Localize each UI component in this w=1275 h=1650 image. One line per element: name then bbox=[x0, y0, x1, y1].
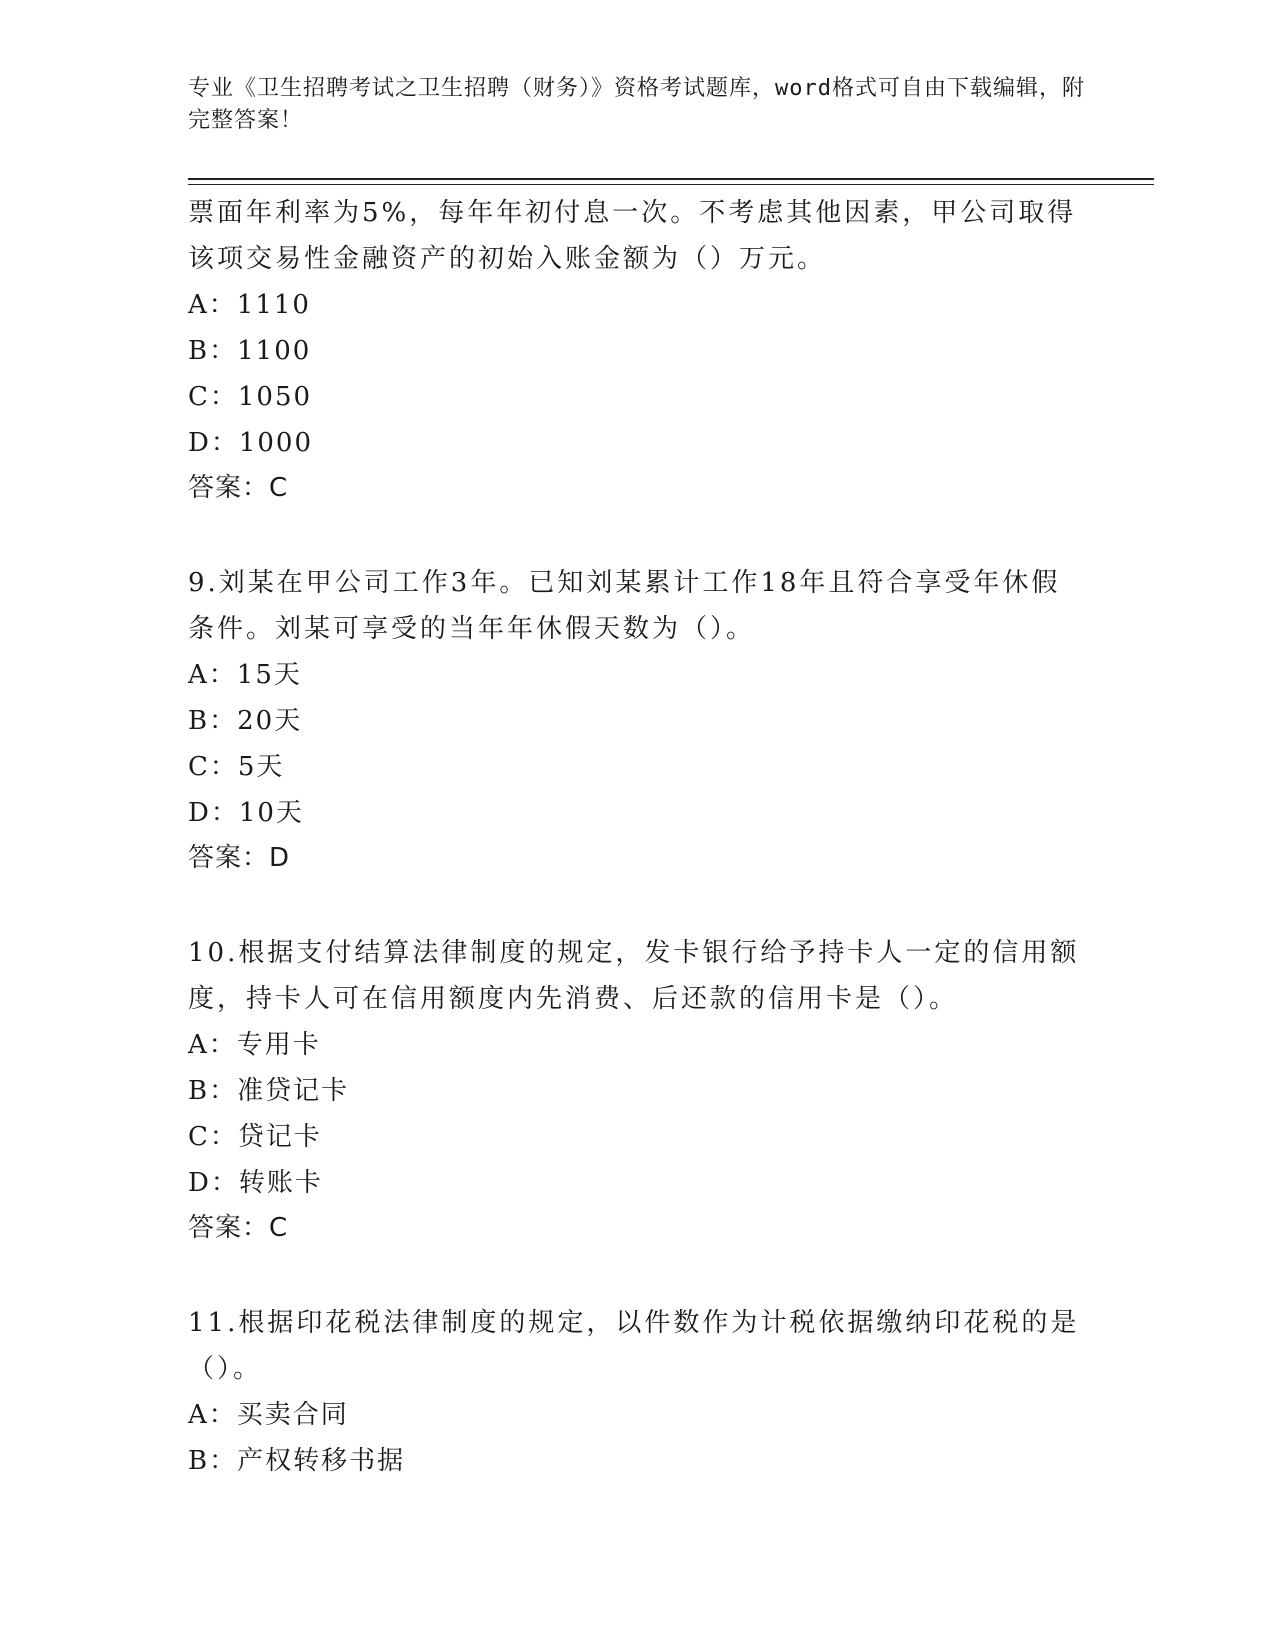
option-b: B：20天 bbox=[188, 706, 303, 736]
option-b: B：1100 bbox=[188, 336, 312, 366]
question-8 bbox=[188, 190, 1088, 510]
question-text-line: 该项交易性金融资产的初始入账金额为（）万元。 bbox=[188, 244, 827, 274]
question-text-line: 度，持卡人可在信用额度内先消费、后还款的信用卡是（）。 bbox=[188, 984, 959, 1014]
option-a: A：1110 bbox=[188, 290, 311, 320]
page-header: 专业《卫生招聘考试之卫生招聘（财务）》资格考试题库，word格式可自由下载编辑，附完整答案！ bbox=[188, 76, 1085, 133]
option-d: D：1000 bbox=[188, 428, 314, 458]
question-text-line: 票面年利率为5%，每年年初付息一次。不考虑其他因素，甲公司取得 bbox=[188, 198, 1077, 228]
question-9 bbox=[188, 560, 1088, 880]
option-a: A：15天 bbox=[188, 660, 302, 690]
question-text-line: 10.根据支付结算法律制度的规定，发卡银行给予持卡人一定的信用额 bbox=[188, 938, 1080, 968]
question-11 bbox=[188, 1300, 1088, 1484]
option-c: C：1050 bbox=[188, 382, 313, 412]
option-a: A：专用卡 bbox=[188, 1030, 321, 1060]
question-text-line: 条件。刘某可享受的当年年休假天数为（）。 bbox=[188, 614, 756, 644]
answer: 答案：D bbox=[188, 843, 291, 873]
answer: 答案：C bbox=[188, 473, 289, 503]
question-text-line: 9.刘某在甲公司工作3年。已知刘某累计工作18年且符合享受年休假 bbox=[188, 568, 1061, 598]
option-b: B：准贷记卡 bbox=[188, 1076, 350, 1106]
question-text-line: 11.根据印花税法律制度的规定，以件数作为计税依据缴纳印花税的是 bbox=[188, 1308, 1080, 1338]
header-rule-thin bbox=[188, 184, 1154, 185]
questions-content bbox=[188, 190, 1088, 1484]
option-c: C：5天 bbox=[188, 752, 285, 782]
question-10 bbox=[188, 930, 1088, 1250]
option-d: D：10天 bbox=[188, 798, 304, 828]
option-d: D：转账卡 bbox=[188, 1168, 323, 1198]
answer: 答案：C bbox=[188, 1213, 289, 1243]
option-c: C：贷记卡 bbox=[188, 1122, 322, 1152]
header-rule-thick bbox=[188, 178, 1154, 180]
option-a: A：买卖合同 bbox=[188, 1400, 349, 1430]
option-b: B：产权转移书据 bbox=[188, 1446, 406, 1476]
question-text-line: （）。 bbox=[188, 1354, 263, 1384]
